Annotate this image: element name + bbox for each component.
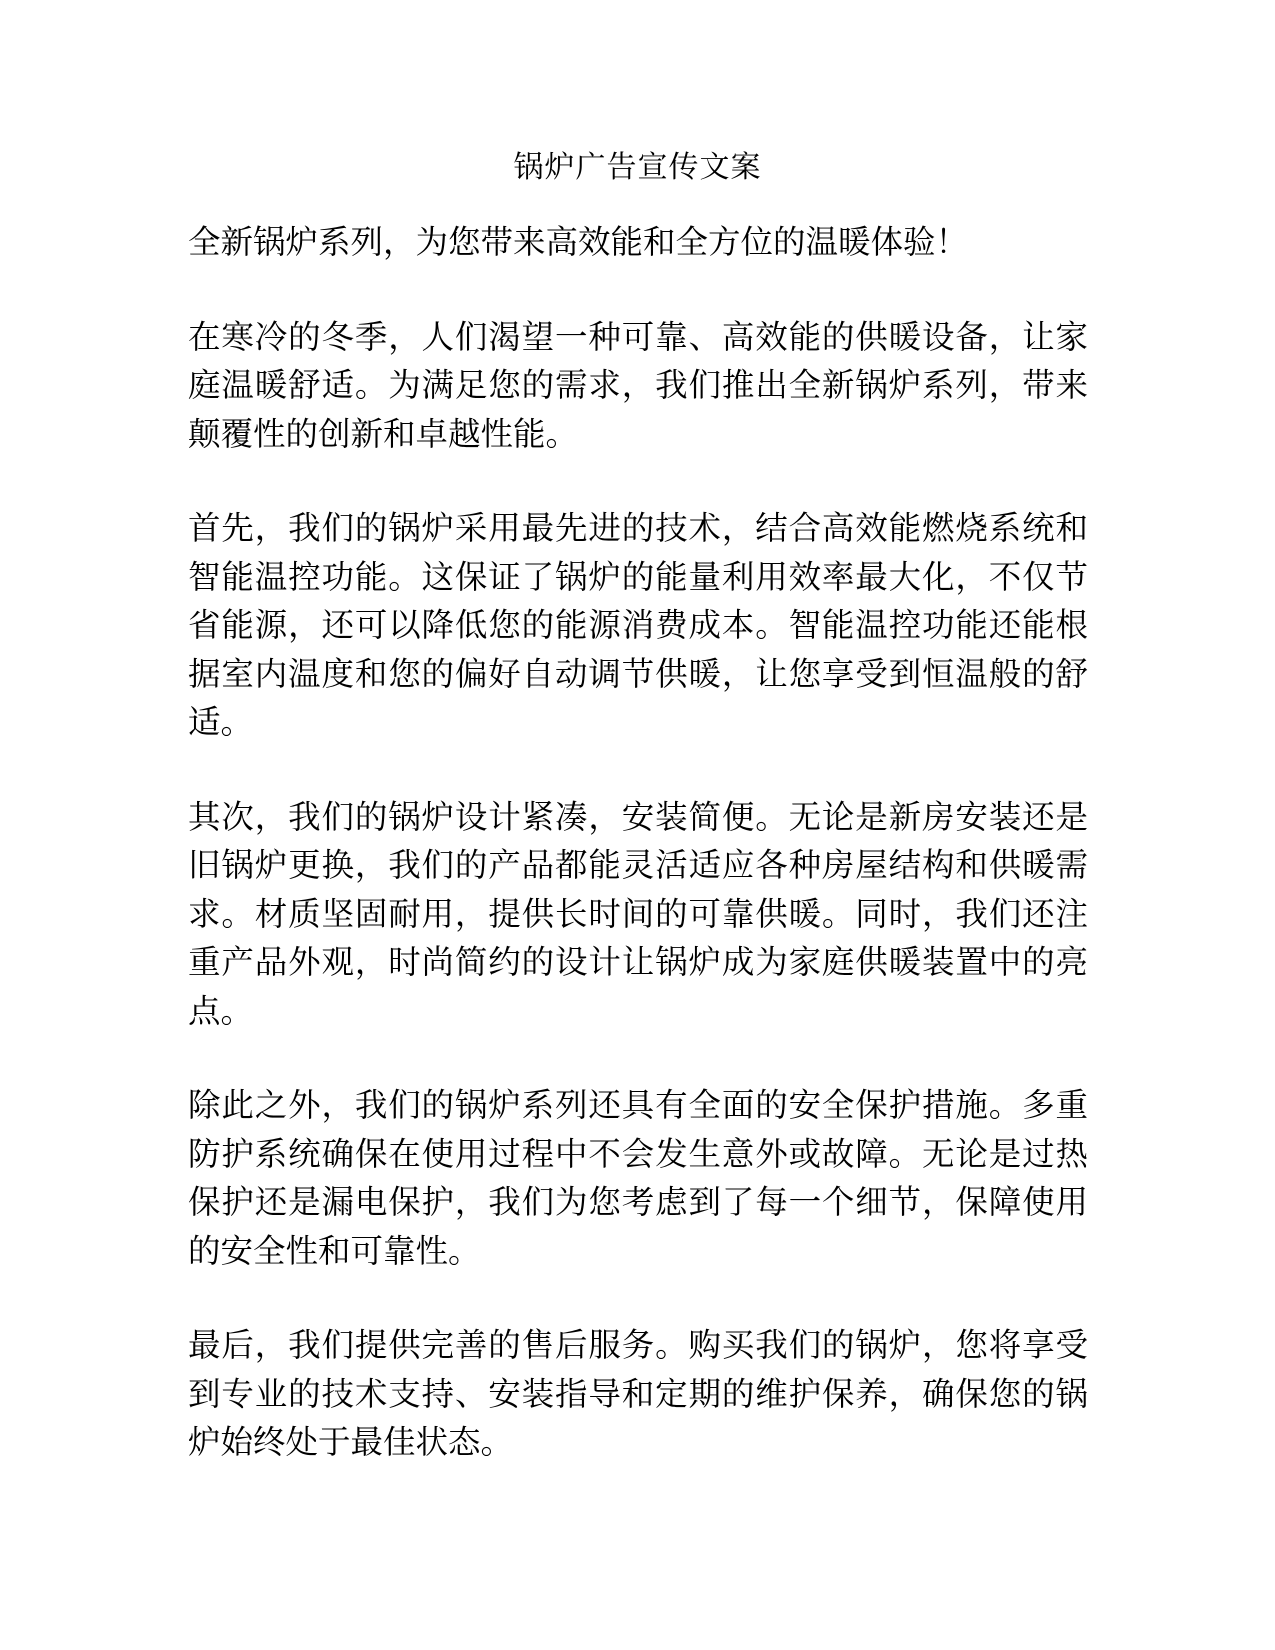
paragraph-winter-need: 在寒冷的冬季，人们渴望一种可靠、高效能的供暖设备，让家庭温暖舒适。为满足您的需求，我们推出全新锅炉系列，带来颠覆性的创新和卓越性能。 <box>188 317 1088 453</box>
paragraph-safety: 除此之外，我们的锅炉系列还具有全面的安全保护措施。多重防护系统确保在使用过程中不会发生意外或故障。无论是过热保护还是漏电保护，我们为您考虑到了每一个细节，保障使用的安全性和可靠性。 <box>188 1086 1088 1270</box>
document-title: 锅炉广告宣传文案 <box>513 150 762 185</box>
paragraph-technology: 首先，我们的锅炉采用最先进的技术，结合高效能燃烧系统和智能温控功能。这保证了锅炉的能量利用效率最大化，不仅节省能源，还可以降低您的能源消费成本。智能温控功能还能根据室内温度和您的偏好自动调节供暖，让您享受到恒温般的舒适。 <box>188 509 1088 741</box>
paragraph-design: 其次，我们的锅炉设计紧凑，安装简便。无论是新房安装还是旧锅炉更换，我们的产品都能灵活适应各种房屋结构和供暖需求。材质坚固耐用，提供长时间的可靠供暖。同时，我们还注重产品外观，时尚简约的设计让锅炉成为家庭供暖装置中的亮点。 <box>188 797 1088 1030</box>
document-body <box>188 218 1088 1513</box>
paragraph-service: 最后，我们提供完善的售后服务。购买我们的锅炉，您将享受到专业的技术支持、安装指导和定期的维护保养，确保您的锅炉始终处于最佳状态。 <box>188 1326 1088 1461</box>
paragraph-intro: 全新锅炉系列，为您带来高效能和全方位的温暖体验！ <box>188 223 969 261</box>
